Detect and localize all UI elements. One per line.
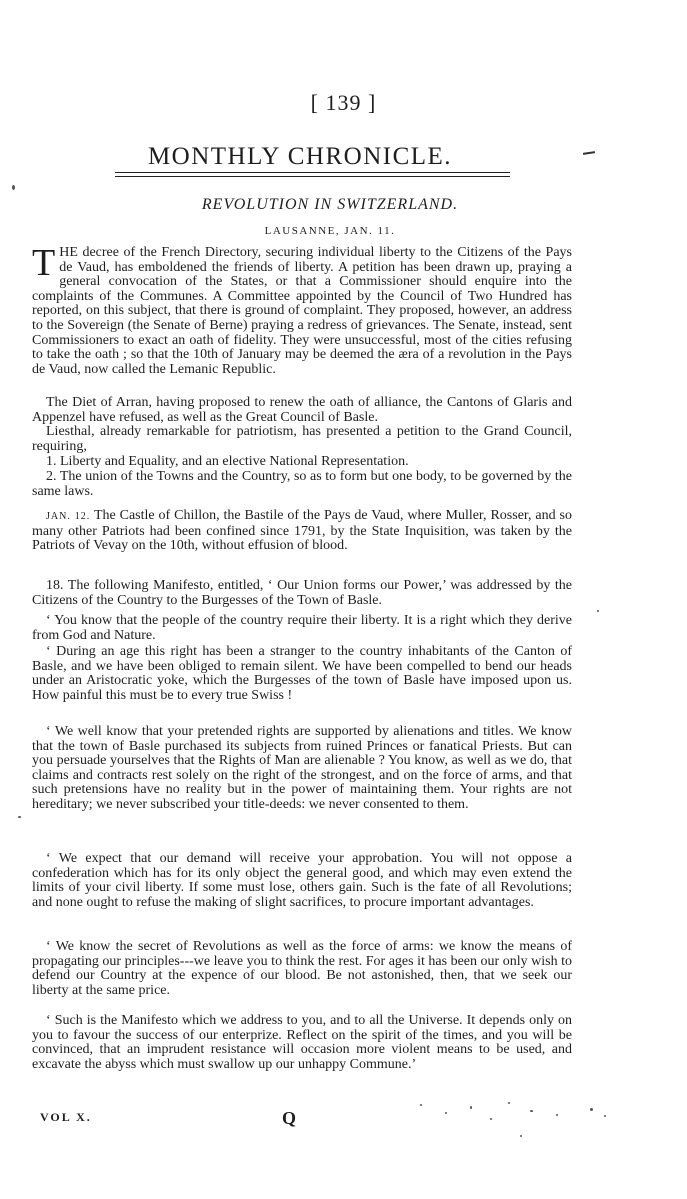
- scan-speck: [556, 1114, 558, 1116]
- article-title: REVOLUTION IN SWITZERLAND.: [201, 196, 459, 213]
- section-title: MONTHLY CHRONICLE.: [147, 143, 453, 170]
- title-rule-bottom: [115, 176, 510, 177]
- scan-speck: [18, 816, 21, 818]
- paragraph-liesthal: Liesthal, already remarkable for patriotism, has presented a petition to the Grand Council, requiring,: [32, 424, 572, 454]
- volume-label: VOL X.: [40, 1110, 92, 1124]
- paragraph-manifesto-intro: 18. The following Manifesto, entitled, ‘ Our Union forms our Power,’ was addressed by the Citizens of the Country to the Burgesses of the Town of Basle.: [32, 578, 572, 608]
- paragraph-chillon-text: The Castle of Chillon, the Bastile of the Pays de Vaud, where Muller, Rosser, and so many other Patriots had been confined since 1791, by the State Inquisition, was taken by the Patriots of Vevay on the 10th, without effusion of blood.: [32, 508, 572, 554]
- scan-speck: [590, 1108, 593, 1111]
- date-jan-12: JAN. 12.: [46, 511, 91, 522]
- title-rule-top: [115, 172, 510, 173]
- paragraph-diet-of-arran: The Diet of Arran, having proposed to renew the oath of alliance, the Cantons of Glaris and Appenzel have refused, as well as the Great Council of Basle.: [32, 395, 572, 425]
- scan-speck: [530, 1110, 533, 1112]
- scan-speck: [445, 1112, 447, 1114]
- scan-speck: [420, 1104, 422, 1106]
- list-item-liberty: 1. Liberty and Equality, and an elective National Representation.: [46, 454, 409, 469]
- paragraph-manifesto-4: ‘ We expect that our demand will receive your approbation. You will not oppose a confederation which has for its only object the general good, and which may even extend the limits of your civil liberty. If some must lose, others gain. Such is the fate of all Revolutions; and none ought to refuse the making of slight sacrifices, to procure important advantages.: [32, 851, 572, 910]
- scan-speck: [470, 1106, 472, 1109]
- paragraph-manifesto-1: ‘ You know that the people of the country require their liberty. It is a right which they derive from God and Nature.: [32, 613, 572, 643]
- paragraph-manifesto-5: ‘ We know the secret of Revolutions as well as the force of arms: we know the means of propagating our principles---we leave you to think the rest. For ages it has been our only wish to defend our Country at the expence of our blood. Be not astonished, then, that we seek our liberty at the same price.: [32, 939, 572, 998]
- scan-speck: [520, 1135, 522, 1137]
- scan-speck: [597, 610, 599, 612]
- paragraph-manifesto-6: ‘ Such is the Manifesto which we address to you, and to all the Universe. It depends only on you to favour the success of our enterprize. Reflect on the spirit of the times, and you will be convinced, that an imprudent resistance will occasion more violent means to be used, and excavate the abyss which must swallow up our unhappy Commune.’: [32, 1013, 572, 1072]
- list-item-union: 2. The union of the Towns and the Country, so as to form but one body, to be governed by the same laws.: [32, 469, 572, 499]
- margin-dash-mark: [583, 151, 595, 155]
- paragraph-manifesto-2: ‘ During an age this right has been a stranger to the country inhabitants of the Canton of Basle, and we have been obliged to remain silent. We have been compelled to bend our heads under an Aristocratic yoke, which the Burgesses of the town of Basle have imposed upon us. How painful this must be to every true Swiss !: [32, 644, 572, 703]
- signature-mark: Q: [282, 1108, 297, 1128]
- paragraph-decree: [32, 242, 572, 377]
- page-number: [ 139 ]: [310, 90, 377, 115]
- dateline: LAUSANNE, JAN. 11.: [264, 225, 396, 237]
- scan-speck: [12, 185, 15, 190]
- drop-cap: T: [32, 242, 56, 284]
- scan-speck: [604, 1115, 606, 1117]
- scan-speck: [508, 1102, 510, 1104]
- paragraph-chillon: [32, 509, 572, 554]
- paragraph-decree-text: HE decree of the French Directory, securing individual liberty to the Citizens of the Pays de Vaud, has emboldened the friends of liberty. A petition has been drawn up, praying a general convocation of the States, or that a Commissioner should enquire into the complaints of the Communes. A Committee appointed by the Council of Two Hundred has reported, on this subject, that there is ground of complaint. They proposed, however, an address to the Sovereign (the Senate of Berne) praying a redress of grievances. The Senate, instead, sent Commissioners to exact an oath of fidelity. They were unsuccessful, most of the cities refusing to take the oath ; so that the 10th of January may be deemed the æra of a revolution in the Pays de Vaud, now called the Lemanic Republic.: [32, 245, 572, 377]
- scan-speck: [490, 1118, 492, 1120]
- paragraph-manifesto-3: ‘ We well know that your pretended rights are supported by alienations and titles. We know that the town of Basle purchased its subjects from ruined Princes or fanatical Priests. But can you persuade yourselves that the Rights of Man are alienable ? You know, as well as we do, that claims and contracts rest solely on the right of the strongest, and on the force of arms, and that such pretensions have no reality but in the power of maintaining them. Your rights are not hereditary; we never subscribed your title-deeds: we never consented to them.: [32, 724, 572, 812]
